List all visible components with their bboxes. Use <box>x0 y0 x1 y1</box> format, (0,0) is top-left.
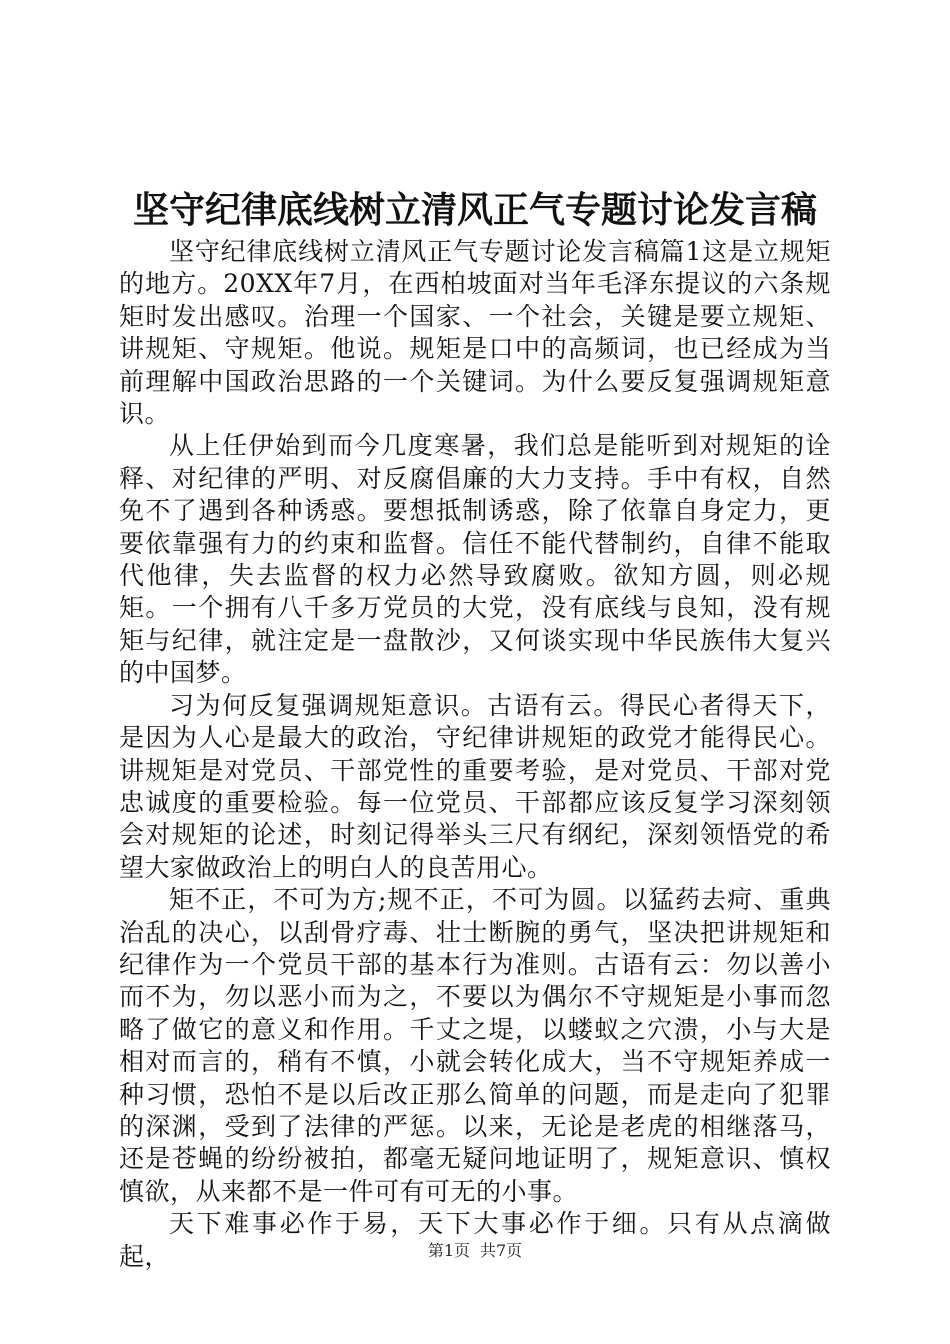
paragraph: 矩不正，不可为方;规不正，不可为圆。以猛药去疴、重典治乱的决心，以刮骨疗毒、壮士断腕的勇气，坚决把讲规矩和纪律作为一个党员干部的基本行为准则。古语有云：勿以善小而不为，勿以恶小而为之，不要以为偶尔不守规矩是小事而忽略了做它的意义和作用。千丈之堤，以蝼蚁之穴溃，小与大是相对而言的，稍有不慎，小就会转化成大，当不守规矩养成一种习惯，恐怕不是以后改正那么简单的问题，而是走向了犯罪的深渊，受到了法律的严惩。以来，无论是老虎的相继落马，还是苍蝇的纷纷被拍，都毫无疑问地证明了，规矩意识、慎权慎欲，从来都不是一件可有可无的小事。 <box>119 885 831 1206</box>
paragraph: 坚守纪律底线树立清风正气专题讨论发言稿篇1这是立规矩的地方。20XX年7月，在西柏坡面对当年毛泽东提议的六条规矩时发出感叹。治理一个国家、一个社会，关键是要立规矩、讲规矩、守规矩。他说。规矩是口中的高频词，也已经成为当前理解中国政治思路的一个关键词。为什么要反复强调规矩意识。 <box>119 237 831 429</box>
paragraph: 天下难事必作于易，天下大事必作于细。只有从点滴做起， <box>119 1209 831 1271</box>
page-footer <box>0 1240 950 1262</box>
page-number: 第1页 <box>427 1241 470 1260</box>
page-total: 共7页 <box>480 1241 523 1260</box>
paragraph: 从上任伊始到而今几度寒暑，我们总是能听到对规矩的诠释、对纪律的严明、对反腐倡廉的大力支持。手中有权，自然免不了遇到各种诱惑。要想抵制诱惑，除了依靠自身定力，更要依靠强有力的约束和监督。信任不能代替制约，自律不能取代他律，失去监督的权力必然导致腐败。欲知方圆，则必规矩。一个拥有八千多万党员的大党，没有底线与良知，没有规矩与纪律，就注定是一盘散沙，又何谈实现中华民族伟大复兴的中国梦。 <box>119 431 831 688</box>
document-title: 坚守纪律底线树立清风正气专题讨论发言稿 <box>132 189 817 231</box>
paragraph: 习为何反复强调规矩意识。古语有云。得民心者得天下，是因为人心是最大的政治，守纪律讲规矩的政党才能得民心。讲规矩是对党员、干部党性的重要考验，是对党员、干部对党忠诚度的重要检验。每一位党员、干部都应该反复学习深刻领会对规矩的论述，时刻记得举头三尺有纲纪，深刻领悟党的希望大家做政治上的明白人的良苦用心。 <box>119 690 831 882</box>
document-body <box>119 236 831 1273</box>
